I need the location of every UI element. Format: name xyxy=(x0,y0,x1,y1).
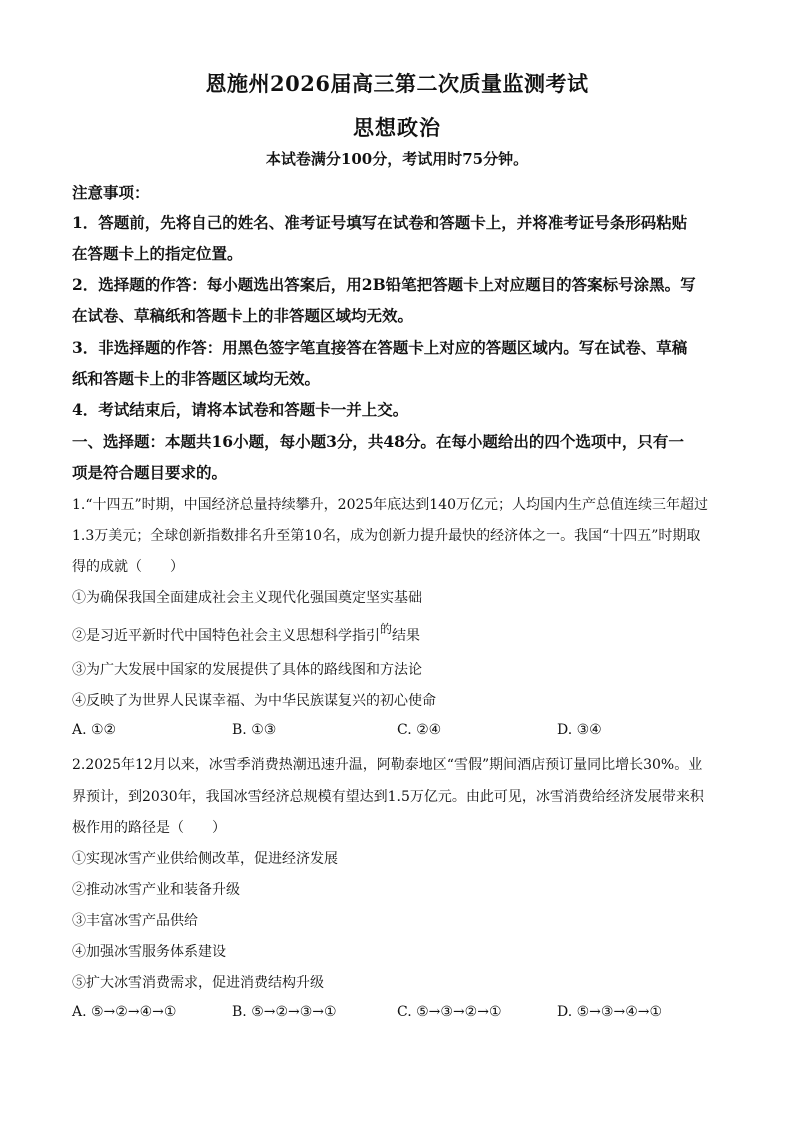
q2-stem: 2.2025年12月以来，冰雪季消费热潮迅速升温，阿勒泰地区“雪假”期间酒店预订量同比增长30%。业 xyxy=(72,757,703,773)
q2-option-a[interactable]: A. ⑤→②→④→① xyxy=(72,1004,177,1020)
notice-item-2-cont: 在试卷、草稿纸和答题卡上的非答题区域均无效。 xyxy=(72,306,414,325)
q1-statement-1: ①为确保我国全面建成社会主义现代化强国奠定坚实基础 xyxy=(72,590,422,606)
q2-statement-5: ⑤扩大冰雪消费需求，促进消费结构升级 xyxy=(72,975,324,991)
notice-item-1-cont: 在答题卡上的指定位置。 xyxy=(72,244,243,263)
q1-option-b[interactable]: B. ①③ xyxy=(232,722,277,738)
exam-info: 本试卷满分100分，考试用时75分钟。 xyxy=(265,150,529,168)
q2-statement-1: ①实现冰雪产业供给侧改革，促进经济发展 xyxy=(72,851,338,867)
exam-title: 恩施州2026届高三第二次质量监测考试 xyxy=(205,71,589,96)
q2-option-b[interactable]: B. ⑤→②→③→① xyxy=(232,1004,337,1020)
q1-statement-2-raised-char: 的 xyxy=(380,622,393,636)
q1-stem: 1.“十四五”时期，中国经济总量持续攀升，2025年底达到140万亿元；人均国内生产总值连续三年超过 xyxy=(72,497,709,513)
q1-statement-2-end: 结果 xyxy=(392,628,421,644)
subject-title: 思想政治 xyxy=(353,115,441,140)
notice-heading: 注意事项： xyxy=(72,183,150,202)
q2-statement-3: ③丰富冰雪产品供给 xyxy=(72,913,198,929)
q1-statement-2-text: ②是习近平新时代中国特色社会主义思想科学指引 xyxy=(72,628,380,644)
q2-stem-end: 极作用的路径是（ ） xyxy=(72,820,226,836)
notice-item-3: 3．非选择题的作答：用黑色签字笔直接答在答题卡上对应的答题区域内。写在试卷、草稿 xyxy=(72,338,688,357)
q1-statement-3: ③为广大发展中国家的发展提供了具体的路线图和方法论 xyxy=(72,662,422,678)
notice-item-4: 4．考试结束后，请将本试卷和答题卡一并上交。 xyxy=(72,400,409,419)
q1-stem-end: 得的成就（ ） xyxy=(72,559,184,575)
section-heading: 一、选择题：本题共16小题，每小题3分，共48分。在每小题给出的四个选项中，只有一 xyxy=(72,432,684,451)
q2-option-c[interactable]: C. ⑤→③→②→① xyxy=(397,1004,502,1020)
q1-option-a[interactable]: A. ①② xyxy=(72,722,117,738)
q2-stem-cont: 界预计，到2030年，我国冰雪经济总规模有望达到1.5万亿元。由此可见，冰雪消费给经济发展带来积 xyxy=(72,789,704,805)
q1-statement-4: ④反映了为世界人民谋幸福、为中华民族谋复兴的初心使命 xyxy=(72,693,436,709)
q2-option-d[interactable]: D. ⑤→③→④→① xyxy=(557,1004,663,1020)
section-heading-cont: 项是符合题目要求的。 xyxy=(72,463,228,482)
q2-statement-4: ④加强冰雪服务体系建设 xyxy=(72,944,226,960)
q1-stem-cont: 1.3万美元；全球创新指数排名升至第10名，成为创新力提升最快的经济体之一。我国“十四五”时期取 xyxy=(72,528,701,544)
q1-statement-2 xyxy=(72,622,732,645)
q1-option-d[interactable]: D. ③④ xyxy=(557,722,602,738)
q2-statement-2: ②推动冰雪产业和装备升级 xyxy=(72,882,240,898)
q1-option-c[interactable]: C. ②④ xyxy=(397,722,442,738)
notice-item-3-cont: 纸和答题卡上的非答题区域均无效。 xyxy=(72,369,321,388)
notice-item-2: 2．选择题的作答：每小题选出答案后，用2B铅笔把答题卡上对应题目的答案标号涂黑。写 xyxy=(72,275,696,294)
notice-item-1: 1．答题前，先将自己的姓名、准考证号填写在试卷和答题卡上，并将准考证号条形码粘贴 xyxy=(72,213,688,232)
